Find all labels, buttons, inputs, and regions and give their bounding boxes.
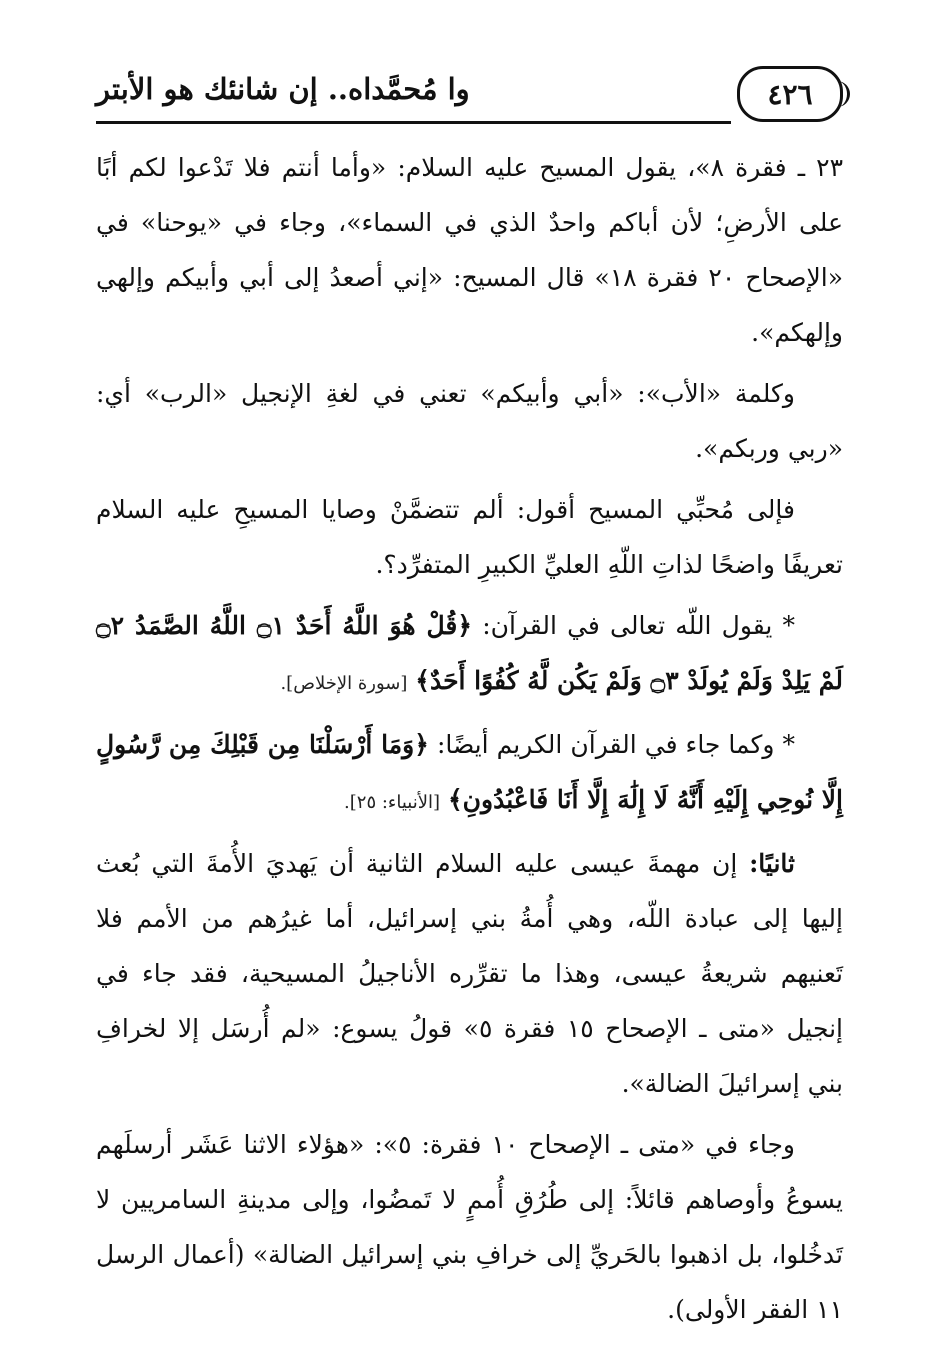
paragraph-5 (96, 717, 843, 830)
header-rule (96, 121, 731, 124)
paragraph-7: وجاء في «متى ـ الإصحاح ١٠ فقرة: ٥»: «هؤلاء الاثنا عَشَر أرسلَهم يسوعُ وأوصاهم قائلاً: إلى طُرُقِ أُممٍ لا تَمضُوا، وإلى مدينةِ السامريين لا تَدخُلوا، بل اذهبوا بالحَريِّ إلى خرافِ بني إسرائيل الضالة» (أعمال الرسل ١١ الفقر الأولى). (96, 1130, 843, 1324)
quran-reference-anbiya: [الأنبياء: ٢٥]. (344, 792, 441, 813)
paragraph-1: ٢٣ ـ فقرة ٨»، يقول المسيح عليه السلام: «وأما أنتم فلا تَدْعوا لكم أبًا على الأرضِ؛ لأن أباكم واحدٌ الذي في السماء»، وجاء في «يوحنا» في «الإصحاح ٢٠ فقرة ١٨» قال المسيح: «إني أصعدُ إلى أبي وأبيكم وإلهي وإلهكم». (96, 153, 844, 347)
quran-intro-2: * وكما جاء في القرآن الكريم أيضًا: (436, 730, 796, 759)
paragraph-6-text: إن مهمةَ عيسى عليه السلام الثانية أن يَهديَ الأُمةَ التي بُعث إليها إلى عبادة اللّه، وهي أُمةُ بني إسرائيل، أما غيرُهم من الأمم فلا تَعنيهم شريعةُ عيسى، وهذا ما تقرِّره الأناجيلُ المسيحية، فقد جاء في إنجيل «متى ـ الإصحاح ١٥ فقرة ٥» قولُ يسوع: «لم أُرسَل إلا لخرافِ بني إسرائيلَ الضالة». (96, 849, 844, 1098)
section-lead: ثانيًا: (749, 849, 795, 878)
running-title: وا مُحمَّداه.. إن شانئك هو الأبتر (96, 72, 470, 106)
quran-verse-ikhlas: ﴿قُلْ هُوَ اللَّهُ أَحَدٌ ۝١ اللَّهُ الصَّمَدُ ۝٢ لَمْ يَلِدْ وَلَمْ يُولَدْ ۝٣ وَلَمْ يَكُن لَّهُ كُفُوًا أَحَدٌ﴾ (96, 611, 843, 695)
quran-verse-anbiya: ﴿وَمَا أَرْسَلْنَا مِن قَبْلِكَ مِن رَّسُولٍ إِلَّا نُوحِي إِلَيْهِ أَنَّهُ لَا إِلَٰهَ إِلَّا أَنَا فَاعْبُدُونِ﴾ (96, 730, 843, 814)
quran-reference-ikhlas: [سورة الإخلاص]. (280, 673, 408, 694)
paragraph-4 (96, 598, 843, 711)
page-header (96, 62, 843, 124)
page-body (96, 140, 843, 1343)
quran-intro: * يقول اللّه تعالى في القرآن: (482, 611, 796, 640)
page-number: ٤٢٦ (737, 66, 843, 122)
paragraph-6 (96, 836, 843, 1111)
paragraph-2: وكلمة «الأب»: «أبي وأبيكم» تعني في لغةِ الإنجيل «الرب» أي: «ربي وربكم». (96, 379, 843, 463)
paragraph-3: فإلى مُحبِّي المسيح أقول: ألم تتضمَّنْ وصايا المسيحِ عليه السلام تعريفًا واضحًا لذاتِ اللّهِ العليِّ الكبيرِ المتفرِّد؟. (96, 495, 843, 579)
